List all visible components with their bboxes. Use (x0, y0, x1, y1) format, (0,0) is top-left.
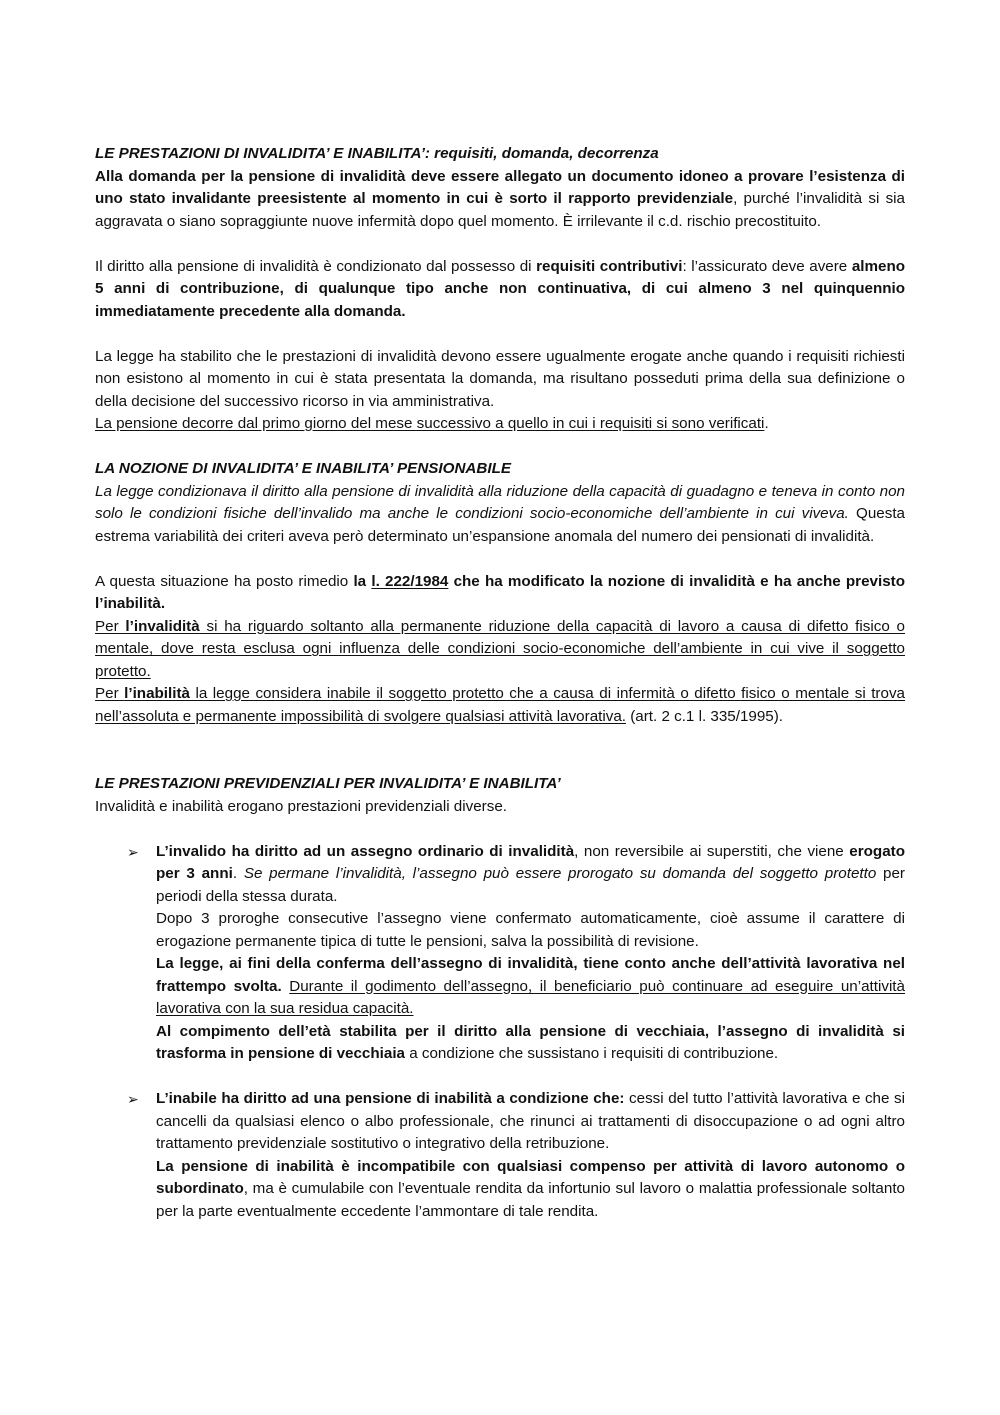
text: la (353, 572, 372, 590)
bold-text: Alla domanda per la pensione di invalidità deve essere allegato un documento idoneo a provare l’esistenza di uno stato invalidante preesistente al momento in cui è sorto il rapporto previdenziale (95, 167, 905, 207)
underlined-text: La pensione decorre dal primo giorno del mese successivo a quello in cui i requisiti si sono verificati (95, 415, 765, 432)
arrow-bullet-icon: ➢ (127, 1091, 139, 1107)
text: si ha riguardo soltanto alla permanente riduzione della capacità di lavoro a causa di difetto fisico o mentale, dove resta esclusa ogni influenza delle condizioni socio-economiche dell’ambiente in cui vive il soggetto protetto. (95, 617, 905, 680)
paragraph (156, 953, 905, 1021)
paragraph (156, 841, 905, 909)
paragraph (156, 1156, 905, 1224)
section-heading-requisiti: LE PRESTAZIONI DI INVALIDITA’ E INABILITA’: requisiti, domanda, decorrenza (95, 145, 659, 162)
bold-text: L’invalido ha diritto ad un assegno ordinario di invalidità (156, 842, 575, 860)
paragraph-intro: Invalidità e inabilità erogano prestazioni previdenziali diverse. (95, 797, 507, 815)
bold-text: La pensione di inabilità è incompatibile con qualsiasi compenso per attività di lavoro autonomo o subordinato (156, 1157, 905, 1197)
text: (art. 2 c.1 l. 335/1995). (626, 707, 784, 725)
law-reference-link: l. 222/1984 (371, 572, 449, 590)
paragraph: Dopo 3 proroghe consecutive l’assegno viene confermato automaticamente, cioè assume il carattere di erogazione permanente tipica di tutte le pensioni, salva la possibilità di revisione. (156, 910, 905, 950)
underlined-text (95, 618, 905, 680)
document-page (95, 143, 905, 1223)
bold-text: Al compimento dell’età stabilita per il diritto alla pensione di vecchiaia, l’assegno di invalidità si trasforma in pensione di vecchiaia (156, 1022, 905, 1062)
paragraph (156, 1088, 905, 1156)
paragraph-rimedio (95, 571, 905, 616)
italic-text: Se permane l’invalidità, l’assegno può essere prorogato su domanda del soggetto protetto (243, 865, 877, 882)
list-item-pensione-inabilita (95, 1088, 905, 1223)
text: : l’assicurato deve avere (682, 257, 852, 275)
bold-text: l’invalidità (125, 617, 200, 635)
paragraph-legge-condizionava (95, 481, 905, 549)
underlined-text (95, 685, 905, 725)
bold-text: La legge, ai fini della conferma dell’assegno di invalidità, tiene conto anche dell’attività lavorativa nel frattempo svolta. (156, 955, 905, 995)
text: , purché l’invalidità si sia aggravata o siano sopraggiunte nuove infermità dopo quel momento. È irrilevante il c.d. rischio precostituito. (95, 190, 906, 230)
text: cessi del tutto l’attività lavorativa e che si cancelli da qualsiasi elenco o albo professionale, che rinunci ai trattamenti di disoccupazione o ad ogni altro trattamento previdenziale sostitutivo o integrativo della retribuzione. (156, 1090, 905, 1152)
text: che ha modificato la nozione di invalidità e ha anche previsto l’inabilità. (95, 572, 905, 612)
paragraph-inabilita-definizione (95, 683, 905, 728)
bold-text: requisiti contributivi (536, 257, 683, 275)
paragraph-invalidita-definizione (95, 616, 905, 684)
bold-text: almeno 5 anni di contribuzione, di qualunque tipo anche non continuativa, di cui almeno 3 nel quinquennio immediatamente precedente alla domanda. (95, 257, 905, 320)
bold-text: l’inabilità (124, 685, 190, 702)
text: la legge considera inabile il soggetto protetto che a causa di infermità o difetto fisico o mentale si trova nell’assoluta e permanente impossibilità di svolgere qualsiasi attività lavorativa. (95, 685, 905, 725)
text: Per (95, 685, 125, 702)
arrow-bullet-icon: ➢ (127, 843, 139, 860)
list-spacer (95, 1066, 905, 1089)
bullet-list (95, 841, 905, 1224)
paragraph (156, 1021, 905, 1066)
text: Per (95, 617, 126, 635)
text: A questa situazione ha posto rimedio (95, 572, 354, 590)
text: Il diritto alla pensione di invalidità è condizionato dal possesso di (95, 257, 537, 275)
text: , non reversibile ai superstiti, che viene (574, 842, 850, 860)
bold-text: erogato per 3 anni (156, 842, 905, 882)
text: , ma è cumulabile con l’eventuale rendita da infortunio sul lavoro o malattia professionale soltanto per la parte eventualmente eccedente l’ammontare di tale rendita. (156, 1180, 905, 1220)
section-heading-prestazioni-previdenziali: LE PRESTAZIONI PREVIDENZIALI PER INVALIDITA’ E INABILITA’ (95, 775, 561, 792)
underlined-text: Durante il godimento dell’assegno, il beneficiario può continuare ad eseguire un’attività lavorativa con la sua residua capacità. (156, 977, 905, 1017)
paragraph-decorrenza (95, 413, 905, 436)
text: Questa estrema variabilità dei criteri aveva però determinato un’espansione anomala del numero dei pensionati di invalidità. (95, 505, 905, 545)
text: a condizione che sussistano i requisiti di contribuzione. (405, 1045, 779, 1062)
paragraph-domanda (95, 166, 905, 234)
list-item-assegno-invalidita (95, 841, 905, 1066)
bold-text: L’inabile ha diritto ad una pensione di inabilità a condizione che: (156, 1090, 625, 1107)
section-heading-nozione: LA NOZIONE DI INVALIDITA’ E INABILITA’ PENSIONABILE (95, 460, 511, 477)
text: per periodi della stessa durata. (156, 865, 905, 905)
italic-text: La legge condizionava il diritto alla pensione di invalidità alla riduzione della capacità di guadagno e teneva in conto non solo le condizioni fisiche dell’invalido ma anche le condizioni socio-economiche dell’ambiente in cui viveva. (95, 482, 905, 522)
paragraph-prestazioni-erogate: La legge ha stabilito che le prestazioni di invalidità devono essere ugualmente erogate anche quando i requisiti richiesti non esistono al momento in cui è stata presentata la domanda, ma risultano posseduti prima della sua definizione o della decisione del successivo ricorso in via amministrativa. (95, 347, 905, 410)
paragraph-requisiti-contributivi (95, 256, 905, 324)
text: . (764, 415, 769, 432)
text: . (232, 865, 244, 882)
